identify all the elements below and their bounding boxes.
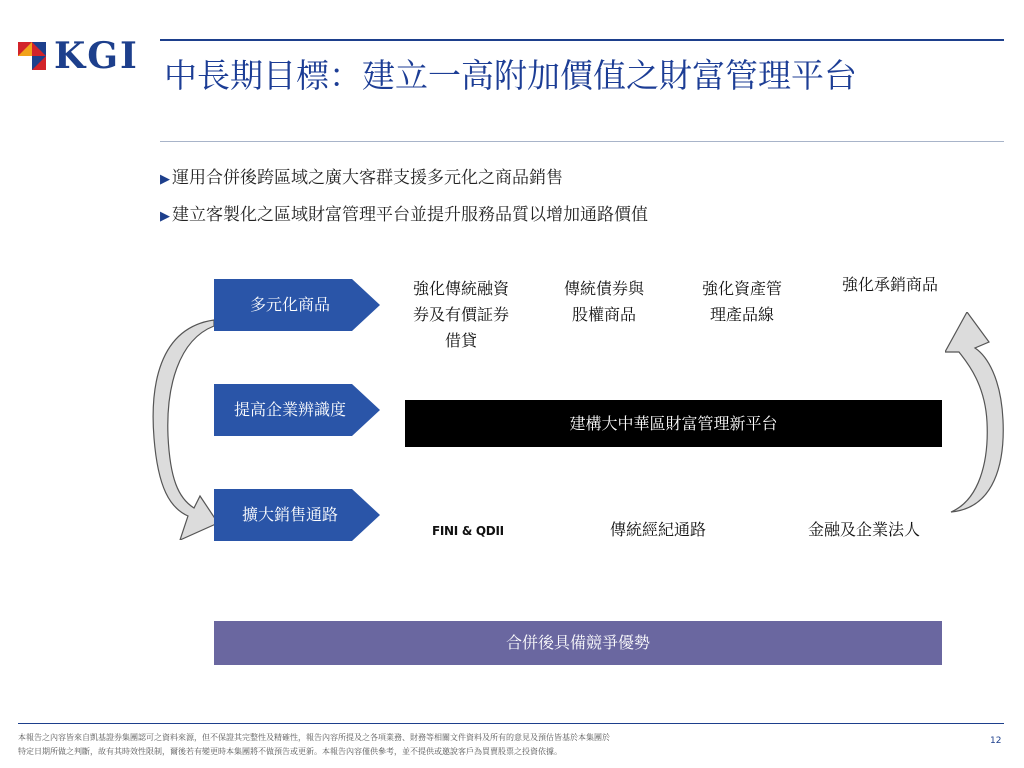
product-line: 股權商品 (571, 305, 636, 324)
product-line: 強化傳統融資 (412, 279, 509, 298)
product-line: 強化資產管 (701, 279, 782, 298)
channel-item-brokerage: 傳統經紀通路 (610, 520, 707, 539)
triangle-right-icon: ▶ (160, 209, 170, 224)
arrow-diverse-products (214, 279, 380, 331)
page-number: 12 (990, 736, 1002, 746)
bullet-text: 運用合併後跨區域之廣大客群支援多元化之商品銷售 (172, 168, 563, 188)
disclaimer-line: 本報告之內容皆來自凱基證券集團認可之資料來源，但不保證其完整性及精確性，報告內容所提及之各項業務、財務等相關文件資料及所有的意見及預估皆基於本集團於 (18, 733, 610, 742)
arrow-label: 提高企業辨識度 (233, 400, 346, 419)
product-line: 強化承銷商品 (841, 275, 938, 294)
logo-text: KGI (54, 35, 139, 77)
arrow-label: 多元化商品 (249, 295, 330, 314)
page-title: 中長期目標：建立一高附加價值之財富管理平台 (164, 56, 857, 95)
product-line: 理產品線 (709, 305, 774, 324)
footer-divider (18, 723, 1004, 724)
bullet-item (160, 166, 563, 192)
bullet-item (160, 203, 648, 229)
product-line: 券及有價証券 (412, 305, 509, 324)
bullet-text: 建立客製化之區域財富管理平台並提升服務品質以增加通路價值 (172, 205, 648, 225)
product-item-asset-management (683, 276, 801, 328)
product-item-margin-lending (395, 276, 527, 354)
product-item-underwriting (820, 272, 960, 298)
curved-arrow-icon (945, 312, 1007, 514)
product-line: 傳統債券與 (563, 279, 644, 298)
product-line: 借貸 (444, 331, 477, 350)
product-item-bonds-equity (545, 276, 663, 328)
triangle-right-icon: ▶ (160, 172, 170, 187)
advantage-bar: 合併後具備競爭優勢 (214, 621, 942, 665)
arrow-expand-channels (214, 489, 380, 541)
header-top-divider (160, 39, 1004, 41)
channel-item-fini-qdii: FINI & QDII (432, 524, 504, 538)
curved-arrow-icon (148, 318, 218, 540)
disclaimer (18, 731, 918, 759)
kgi-logo-icon (18, 42, 46, 70)
channel-item-institutional: 金融及企業法人 (808, 520, 921, 539)
title-divider (160, 141, 1004, 142)
arrow-brand-recognition (214, 384, 380, 436)
platform-bar: 建構大中華區財富管理新平台 (405, 400, 942, 447)
arrow-label: 擴大銷售通路 (241, 505, 338, 524)
disclaimer-line: 特定日期所做之判斷，故有其時效性限制，爾後若有變更時本集團將不做預告或更新。本報告內容僅供參考，並不提供或邀說客戶為買賣股票之投資依據。 (18, 747, 562, 756)
